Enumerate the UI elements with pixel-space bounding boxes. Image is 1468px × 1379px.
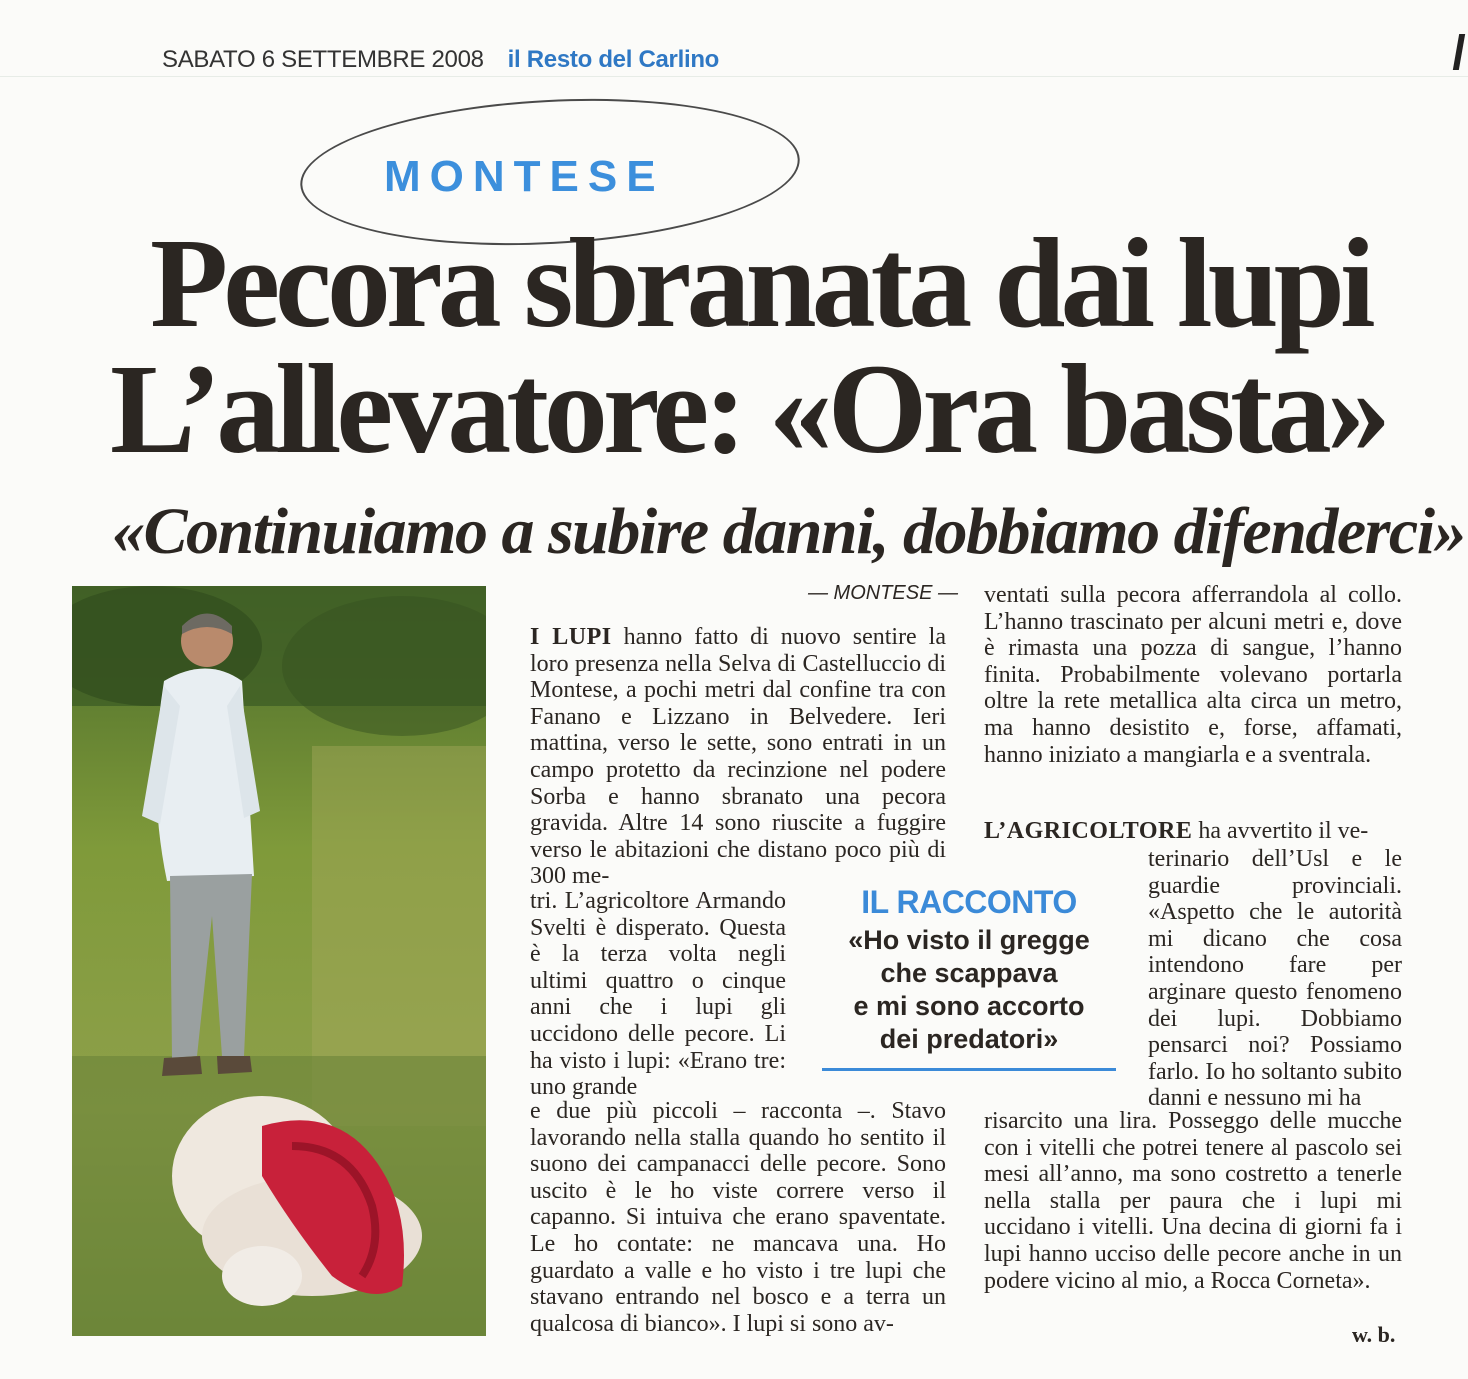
section-label: MONTESE: [384, 152, 665, 201]
lead-word: I LUPI: [530, 624, 612, 650]
paragraph-lead-word: L’AGRICOLTORE: [984, 818, 1193, 844]
sidebar-quote: [822, 924, 1116, 1056]
article-column-2-narrow: [1148, 846, 1402, 1112]
article-paragraph: terinario dell’Usl e le guardie provinciali. «Aspetto che le autorità mi dicano che cosa intendono fare per arginare questo fenomeno dei lupi. Dobbiamo pensarci noi? Possiamo farlo. Io ho soltanto subito danni e nessuno mi ha: [1148, 846, 1402, 1112]
farmer-with-dead-sheep-photo: [72, 586, 486, 1336]
article-column-1-narrow: [530, 888, 786, 1101]
headline-line-2: L’allevatore: «Ora basta»: [110, 338, 1386, 480]
article-paragraph: hanno fatto di nuovo sentire la loro presenza nella Selva di Castelluccio di Montese, a pochi metri dal confine tra con Fanano e Lizzano in Belvedere. Ieri mattina, verso le sette, sono entrati in un campo protetto da recinzione nel podere Sorba e hanno sbranato una pecora gravida. Altre 14 sono riuscite a fuggire verso le abitazioni che distano poco più di 300 me-: [530, 624, 946, 890]
sidebar-kicker: IL RACCONTO: [861, 884, 1077, 920]
headline: [110, 212, 1386, 480]
quote-line: e mi sono accorto: [853, 991, 1085, 1021]
article-paragraph: e due più piccoli – racconta –. Stavo lavorando nella stalla quando ho sentito il suono dei campanacci delle pecore. Sono uscito è le ho viste correre verso il capanno. Si intuiva che erano spaventate. Le ho contate: ne mancava una. Ho guardato a valle e ho visto i tre lupi che stavano entrando nel bosco e a terra un qualcosa di bianco». I lupi si sono av-: [530, 1098, 946, 1337]
author-signature: w. b.: [1352, 1322, 1396, 1347]
article-column-2-bottom: [984, 1108, 1402, 1294]
article-column-1-bottom: [530, 1098, 946, 1337]
headline-line-1: Pecora sbranata dai lupi: [150, 212, 1371, 354]
quote-line: dei predatori»: [879, 1024, 1059, 1054]
article-paragraph: ventati sulla pecora afferrandola al collo. L’hanno trascinato per alcuni metri e, dove è rimasta una pozza di sangue, l’hanno finita. Probabilmente volevano portarla oltre la rete metallica alta circa un metro, ma hanno desistito e, forse, affamati, hanno iniziato a mangiarla e a sventrala.: [984, 582, 1402, 768]
article-column-2-top: [984, 582, 1402, 768]
masthead: [162, 46, 719, 74]
article-paragraph: risarcito una lira. Posseggo delle mucche con i vitelli che potrei tenere al pascolo sei mesi all’anno, ma sono costretto a tenerle nella stalla per paura che i lupi mi uccidano i vitelli. Una decina di giorni fa i lupi hanno ucciso delle pecore anche in un podere vicino al mio, a Rocca Corneta».: [984, 1108, 1402, 1294]
article-paragraph: ha avvertito il ve-: [1192, 818, 1369, 844]
quote-line: che scappava: [880, 958, 1058, 988]
dateline: — MONTESE —: [808, 582, 959, 604]
article-paragraph: tri. L’agricoltore Armando Svelti è disperato. Questa è la terza volta negli ultimi quattro o cinque anni che i lupi gli uccidono delle pecore. Li ha visto i lupi: «Erano tre: uno grande: [530, 888, 786, 1101]
article-column-2-lead: [984, 818, 1402, 845]
quote-line: «Ho visto il gregge: [848, 925, 1090, 955]
newspaper-name: il Resto del Carlino: [507, 46, 720, 73]
issue-date: SABATO 6 SETTEMBRE 2008: [162, 46, 484, 73]
article-column-1-top: [530, 624, 946, 890]
subheadline: «Continuiamo a subire danni, dobbiamo difenderci»: [112, 495, 1466, 568]
sidebar-quote-box: [822, 884, 1116, 1071]
page-edge-mark: [1453, 34, 1465, 70]
masthead-rule: [0, 76, 1468, 77]
